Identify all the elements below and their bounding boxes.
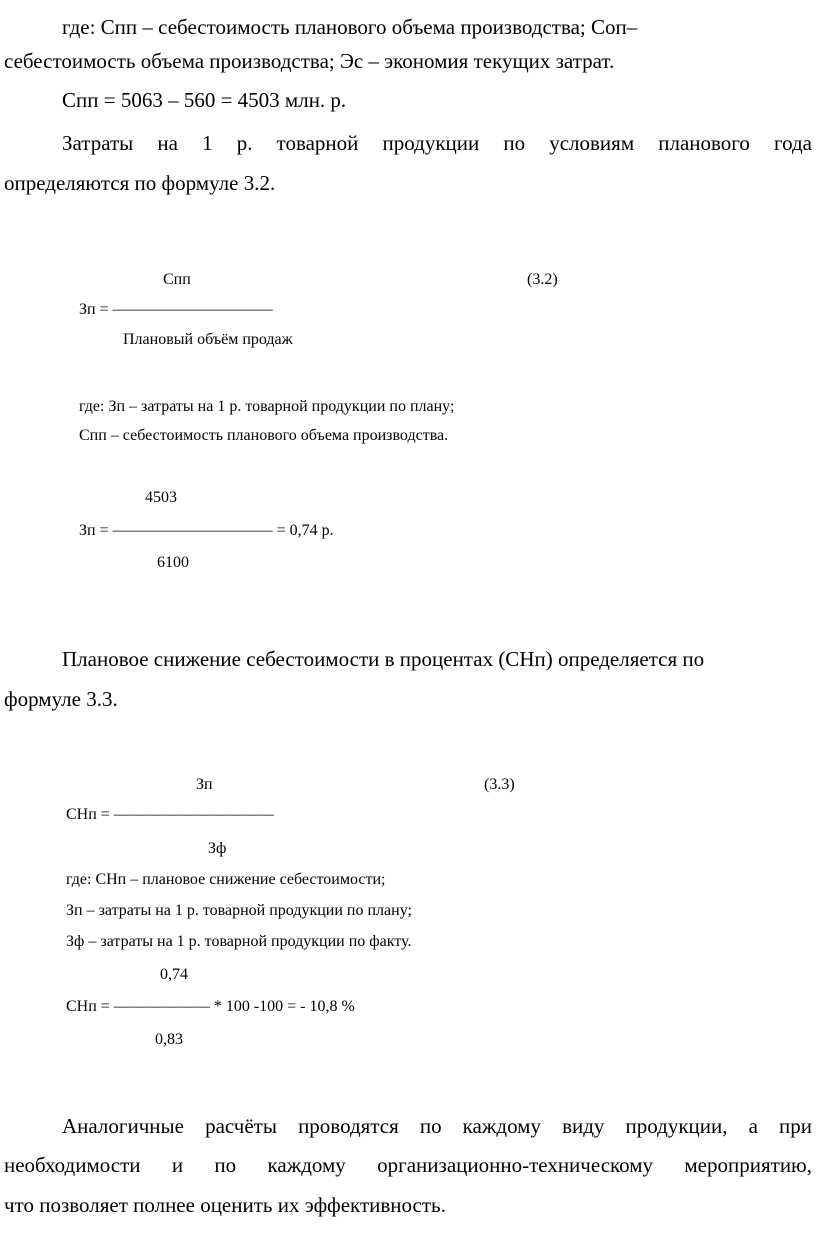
word: организационно-техническому	[377, 1153, 654, 1177]
paragraph-line	[4, 1152, 812, 1178]
paragraph-line: что позволяет полнее оценить их эффективность.	[4, 1193, 446, 1217]
paragraph-line: себестоимость объема производства; Эс – экономия текущих затрат.	[4, 49, 615, 73]
calculation-numerator: 0,74	[160, 966, 188, 983]
word: продукции	[382, 131, 480, 155]
formula-legend-line: где: СНп – плановое снижение себестоимости;	[66, 871, 386, 888]
word: мероприятию,	[684, 1153, 812, 1177]
paragraph-line	[62, 130, 812, 156]
formula-lhs: Зп = ——————————	[79, 301, 273, 318]
word: товарной	[276, 131, 359, 155]
formula-legend-line: Спп – себестоимость планового объема производства.	[79, 427, 449, 444]
word: по	[503, 131, 526, 155]
calculation-line: Спп = 5063 – 560 = 4503 млн. р.	[62, 88, 347, 112]
paragraph-line: определяются по формуле 3.2.	[4, 171, 276, 195]
word: по	[419, 1114, 442, 1138]
word: виду	[562, 1114, 605, 1138]
word: необходимости	[4, 1153, 141, 1177]
formula-denominator: Плановый объём продаж	[123, 331, 293, 348]
paragraph-line: формуле 3.3.	[4, 687, 118, 711]
word: продукции,	[625, 1114, 728, 1138]
formula-lhs: СНп = ——————————	[66, 806, 274, 823]
word: года	[773, 131, 812, 155]
word: на	[157, 131, 178, 155]
word: Затраты	[62, 131, 134, 155]
calculation-line: СНп = —————— * 100 -100 = - 10,8 %	[66, 998, 355, 1015]
formula-denominator: Зф	[208, 840, 227, 857]
formula-number: (3.2)	[527, 271, 558, 288]
calculation-denominator: 0,83	[155, 1031, 183, 1048]
paragraph-line	[62, 1113, 812, 1139]
word: а	[748, 1114, 758, 1138]
calculation-denominator: 6100	[157, 554, 189, 571]
formula-legend-line: Зф – затраты на 1 р. товарной продукции по факту.	[66, 933, 412, 950]
calculation-numerator: 4503	[145, 489, 177, 506]
word: по	[214, 1153, 237, 1177]
word: 1	[202, 131, 213, 155]
word: каждому	[267, 1153, 346, 1177]
word: Аналогичные	[62, 1114, 184, 1138]
calculation-line: Зп = —————————— = 0,74 р.	[79, 522, 334, 539]
formula-number: (3.3)	[484, 776, 515, 793]
word: при	[779, 1114, 812, 1138]
paragraph-line: где: Спп – себестоимость планового объема производства; Соп–	[62, 15, 638, 39]
formula-legend-line: где: Зп – затраты на 1 р. товарной продукции по плану;	[79, 398, 455, 415]
formula-numerator: Зп	[196, 776, 213, 793]
word: расчёты	[205, 1114, 277, 1138]
formula-legend-line: Зп – затраты на 1 р. товарной продукции по плану;	[66, 902, 412, 919]
word: и	[171, 1153, 184, 1177]
word: планового	[658, 131, 750, 155]
word: условиям	[549, 131, 635, 155]
paragraph-line: Плановое снижение себестоимости в процентах (СНп) определяется по	[62, 647, 705, 671]
word: проводятся	[298, 1114, 399, 1138]
word: каждому	[462, 1114, 541, 1138]
word: р.	[236, 131, 253, 155]
formula-numerator: Спп	[163, 271, 191, 288]
